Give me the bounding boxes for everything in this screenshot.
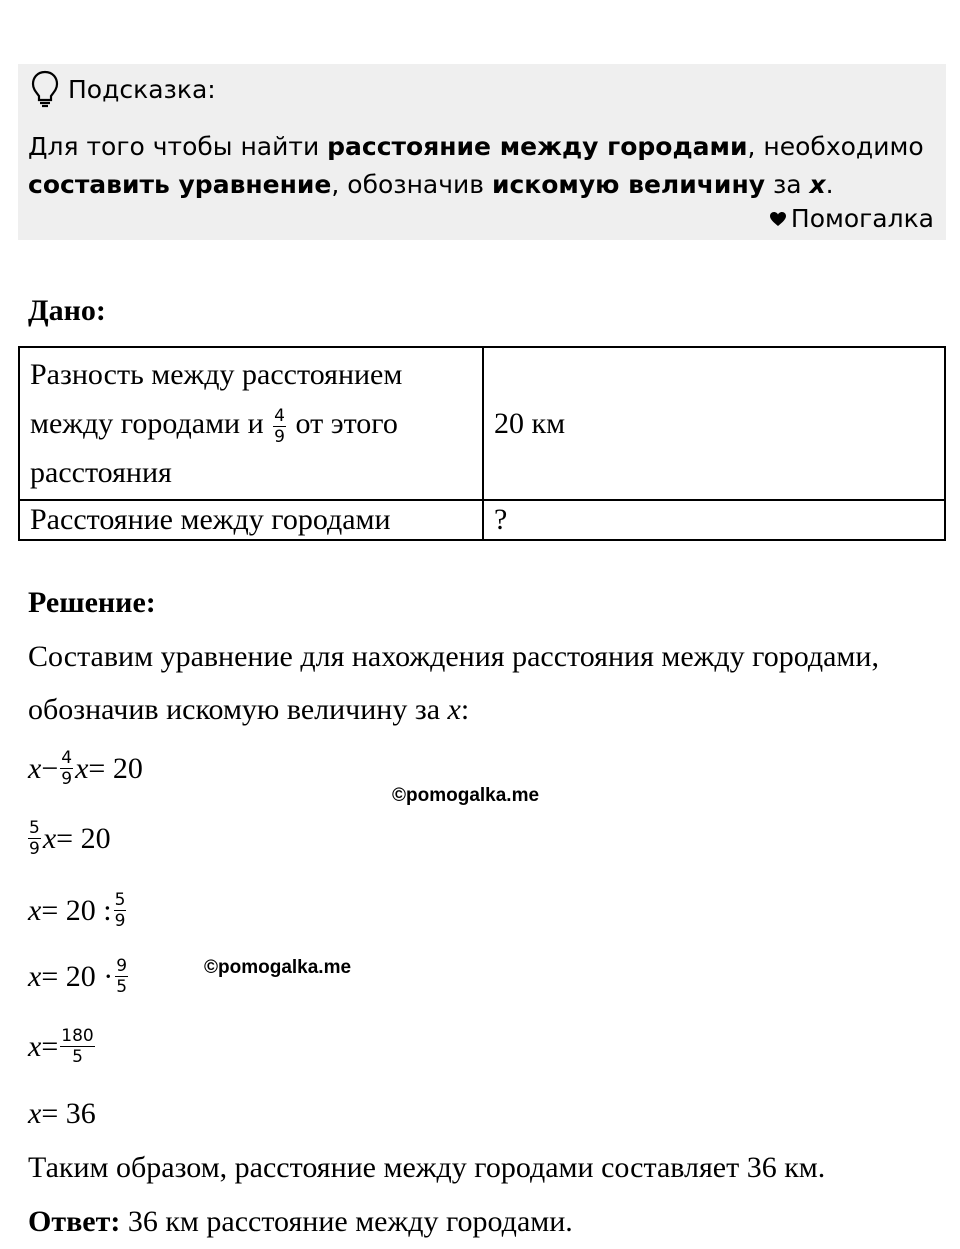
table-cell [19, 347, 483, 500]
cell-text [30, 399, 472, 448]
equation-rest: = 20 : [41, 893, 112, 927]
hint-box [18, 64, 946, 240]
fraction-numerator: 5 [114, 890, 126, 910]
variable: x [28, 893, 42, 927]
operator: − [41, 751, 59, 785]
equation-5 [28, 1026, 97, 1067]
equation-rest: = 20 [56, 821, 111, 855]
hint-text-part: . [825, 170, 834, 199]
hint-emphasis: искомую величину [491, 170, 766, 199]
heart-icon [769, 211, 787, 227]
text-part: : [460, 693, 470, 726]
cell-text-part: от этого [295, 407, 398, 440]
watermark: ©pomogalka.me [392, 785, 540, 806]
watermark: ©pomogalka.me [204, 957, 352, 978]
hint-text-part: , обозначив [331, 170, 492, 199]
table-cell: ? [483, 500, 945, 540]
equation-rest: = [41, 1029, 59, 1063]
equation-6 [28, 1097, 96, 1131]
fraction-denominator: 9 [114, 911, 126, 931]
hint-text [28, 128, 928, 204]
solution-text: Составим уравнение для нахождения расстояния между городами, [28, 640, 879, 673]
cell-text: Разность между расстоянием [30, 358, 403, 391]
hint-emphasis: составить уравнение [28, 170, 332, 199]
solution-heading: Решение: [28, 586, 156, 619]
equation-1 [28, 748, 143, 789]
variable: x [447, 693, 461, 726]
fraction [273, 406, 286, 447]
equation-rest: = 36 [41, 1097, 96, 1130]
fraction [28, 818, 41, 859]
variable: x [28, 1097, 42, 1130]
fraction [114, 890, 127, 931]
fraction-denominator: 5 [72, 1047, 83, 1067]
brand-name: Помогалка [790, 204, 934, 233]
solution-text [28, 693, 469, 727]
table-row [19, 347, 945, 500]
fraction-numerator: 4 [274, 405, 285, 426]
answer-text: 36 км расстояние между городами. [120, 1205, 573, 1238]
hint-text-part: Для того чтобы найти [28, 132, 328, 161]
variable: x [75, 751, 89, 785]
equation-2 [28, 818, 111, 859]
variable: x [28, 959, 42, 993]
variable: x [28, 1029, 42, 1063]
fraction-denominator: 5 [116, 977, 128, 997]
table-cell: 20 км [483, 347, 945, 500]
given-heading: Дано: [28, 294, 106, 327]
equation-4 [28, 956, 130, 997]
equation-rest: = 20 [88, 751, 143, 785]
fraction [115, 956, 128, 997]
hint-header [30, 70, 216, 108]
text-part: обозначив искомую величину за [28, 693, 448, 726]
hint-title: Подсказка: [68, 74, 216, 104]
lightbulb-icon [30, 70, 60, 108]
table-row [19, 500, 945, 540]
conclusion-text: Таким образом, расстояние между городами составляет 36 км. [28, 1151, 826, 1184]
hint-emphasis: расстояние между городами [327, 132, 748, 161]
table-cell: Расстояние между городами [19, 500, 483, 540]
cell-text: расстояния [30, 456, 172, 489]
hint-variable: x [809, 170, 826, 199]
answer-line [28, 1205, 573, 1239]
cell-text-part: между городами и [30, 407, 264, 440]
fraction [60, 1026, 94, 1067]
fraction-denominator: 9 [29, 839, 40, 859]
fraction-numerator: 5 [29, 818, 40, 838]
answer-label: Ответ: [28, 1205, 121, 1238]
fraction-denominator: 9 [61, 769, 73, 789]
variable: x [28, 751, 42, 785]
brand-credit [769, 204, 934, 233]
hint-text-part: за [765, 170, 810, 199]
fraction [60, 748, 73, 789]
fraction-denominator: 9 [274, 426, 285, 447]
variable: x [42, 821, 57, 855]
equation-3 [28, 890, 128, 931]
fraction-numerator: 4 [61, 748, 73, 768]
fraction-numerator: 180 [61, 1026, 94, 1046]
fraction-numerator: 9 [116, 956, 128, 976]
hint-text-part: , необходимо [747, 132, 924, 161]
equation-rest: = 20 · [41, 959, 114, 993]
given-table [18, 346, 946, 541]
